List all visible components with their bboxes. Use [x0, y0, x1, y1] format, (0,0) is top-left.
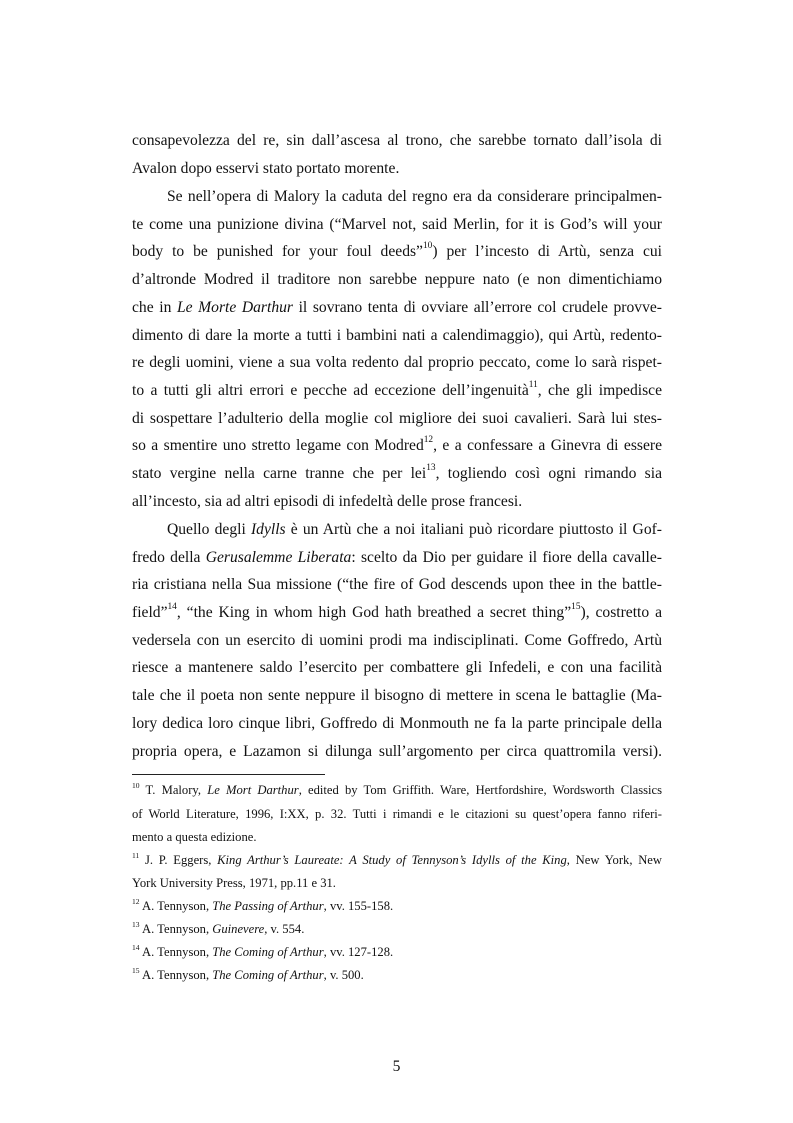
body-line: che in Le Morte Darthur il sovrano tenta di ovviare all’errore col crudele provve-: [132, 299, 662, 316]
footnote-ref[interactable]: 10: [422, 241, 433, 252]
body-line: stato vergine nella carne tranne che per lei$^{13}$, togliendo così ogni rimando sia: [132, 463, 662, 482]
footnote-line: of World Literature, 1996, I:XX, p. 32. Tutti i rimandi e le citazioni su quest’opera fanno riferi-: [132, 807, 662, 821]
body-line: consapevolezza del re, sin dall’ascesa al trono, che sarebbe tornato dall’isola di: [132, 132, 662, 149]
body-line: Quello degli Idylls è un Artù che a noi italiani può ricordare piuttosto il Gof-: [167, 521, 663, 538]
body-line: te come una punizione divina (“Marvel not, said Merlin, for it is God’s will your: [132, 216, 662, 233]
body-line: di sospettare l’adulterio della moglie col migliore dei suoi cavalieri. Sarà lui stes-: [132, 410, 662, 427]
body-line: re degli uomini, viene a sua volta redento dal proprio peccato, come lo sarà rispet-: [132, 354, 662, 371]
italic-title: Gerusalemme Liberata: [205, 549, 352, 566]
footnote: $^{12}$ A. Tennyson, The Passing of Arthur, vv. 155-158.: [132, 896, 394, 913]
body-line: propria opera, e Lazamon si dilunga sull’argomento per circa quattromila versi).: [132, 743, 662, 760]
body-line: tale che il poeta non sente neppure il bisogno di mettere in scena le battaglie (Ma-: [132, 687, 662, 704]
body-line: lory dedica loro cinque libri, Goffredo di Monmouth ne fa la parte principale della: [132, 715, 662, 732]
footnote-line: York University Press, 1971, pp.11 e 31.: [132, 876, 336, 890]
footnote: $^{13}$ A. Tennyson, Guinevere, v. 554.: [132, 919, 305, 936]
body-line: Avalon dopo esservi stato portato morente.: [132, 160, 400, 177]
body-line: vedersela con un esercito di uomini prodi ma indisciplinati. Come Goffredo, Artù: [132, 632, 662, 649]
body-line: Se nell’opera di Malory la caduta del regno era da considerare principalmen-: [167, 188, 662, 205]
body-line: field”$^{14}$, “the King in whom high God hath breathed a secret thing”$^{15}$), costretto a: [132, 602, 662, 621]
footnote: $^{15}$ A. Tennyson, The Coming of Arthur, v. 500.: [132, 965, 364, 982]
body-line: to a tutti gli altri errori e pecche ad eccezione dell’ingenuità$^{11}$, che gli impedisce: [132, 380, 663, 399]
footnote-ref[interactable]: 11: [528, 380, 538, 391]
body-line: ria cristiana nella Sua missione (“the fire of God descends upon thee in the battle-: [132, 576, 662, 593]
footnote-ref[interactable]: 13: [426, 463, 436, 474]
footnote-ref[interactable]: 12: [423, 435, 434, 446]
footnote-ref[interactable]: 14: [167, 602, 177, 613]
body-line: riesce a mantenere saldo l’esercito per combattere gli Infedeli, e con una facilità: [132, 659, 662, 676]
footnote-line: mento a questa edizione.: [132, 830, 257, 844]
body-line: body to be punished for your foul deeds”$^{10}$) per l’incesto di Artù, senza cui: [132, 241, 662, 260]
italic-title: Idylls: [250, 521, 286, 538]
footnote-ref[interactable]: 15: [571, 602, 581, 613]
italic-title: Le Morte Darthur: [176, 299, 293, 316]
body-line: dimento di dare la morte a tutti i bambini nati a calendimaggio), qui Artù, redento-: [132, 327, 662, 344]
page-number: 5: [392, 1058, 401, 1075]
body-line: so a smentire uno stretto legame con Modred$^{12}$, e a confessare a Ginevra di essere: [132, 435, 663, 454]
body-line: fredo della Gerusalemme Liberata: scelto da Dio per guidare il fiore della cavalle-: [132, 549, 662, 566]
footnote: $^{11}$ J. P. Eggers, King Arthur’s Laureate: A Study of Tennyson’s Idylls of the King, New York, New: [132, 850, 662, 867]
footnote-separator: [132, 774, 325, 775]
body-line: all’incesto, sia ad altri episodi di infedeltà delle prose francesi.: [132, 493, 523, 510]
body-line: d’altronde Modred il traditore non sarebbe neppure nato (e non dimentichiamo: [132, 271, 662, 288]
footnote: $^{10}$ T. Malory, Le Mort Darthur, edited by Tom Griffith. Ware, Hertfordshire, Wordsworth Classics: [132, 780, 662, 797]
footnote: $^{14}$ A. Tennyson, The Coming of Arthur, vv. 127-128.: [132, 942, 394, 959]
